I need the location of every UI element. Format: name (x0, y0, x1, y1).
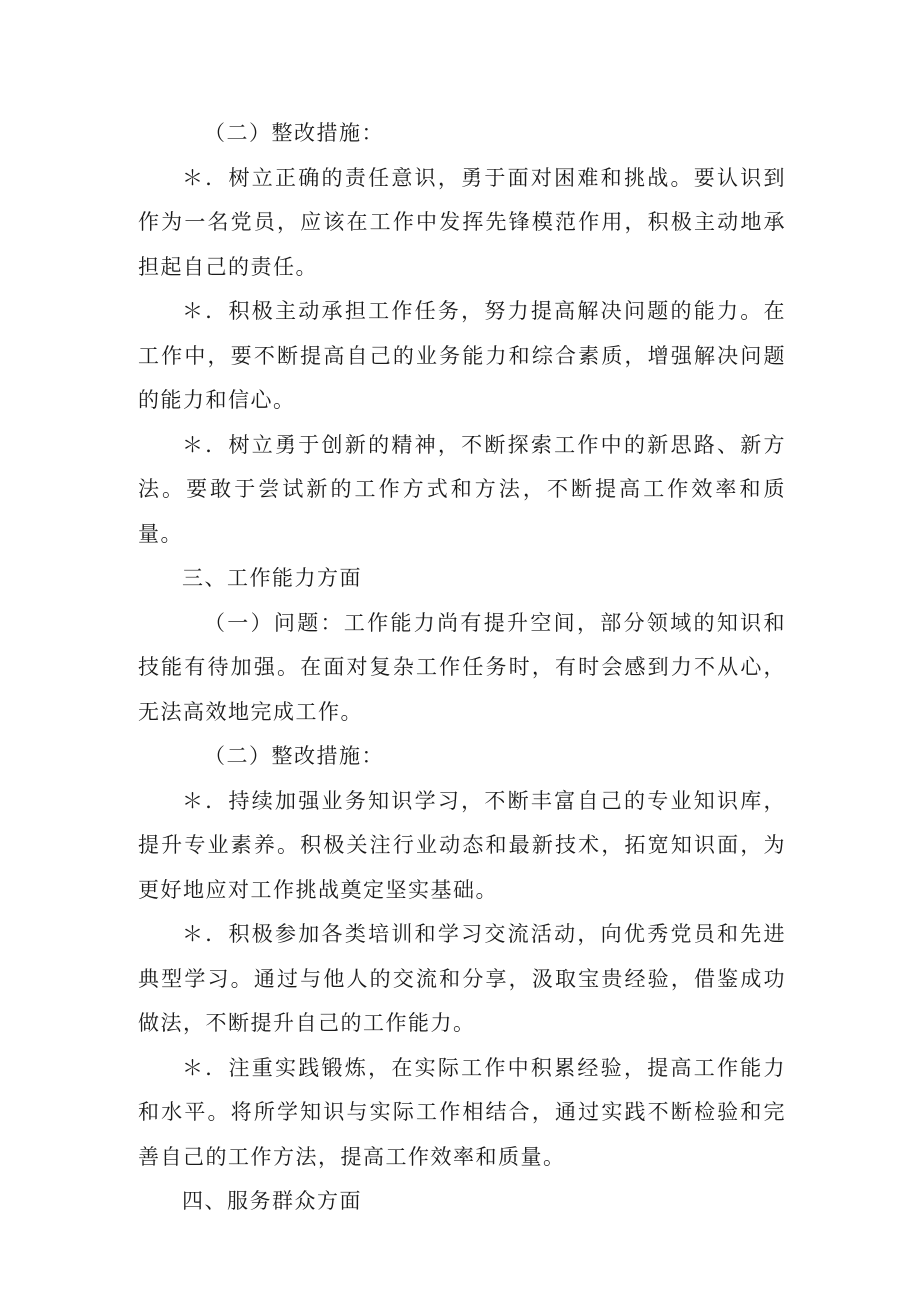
document-body (138, 111, 786, 1224)
measure-paragraph: ＊．积极主动承担工作任务，努力提高解决问题的能力。在工作中，要不断提高自己的业务能力和综合素质，增强解决问题的能力和信心。 (138, 299, 786, 412)
section-subheading-measures: （二）整改措施： (204, 121, 384, 145)
problem-paragraph: （一）问题：工作能力尚有提升空间，部分领域的知识和技能有待加强。在面对复杂工作任务时，有时会感到力不从心，无法高效地完成工作。 (138, 610, 786, 724)
measure-paragraph: ＊．树立正确的责任意识，勇于面对困难和挑战。要认识到作为一名党员，应该在工作中发挥先锋模范作用，积极主动地承担起自己的责任。 (138, 165, 786, 279)
section-subheading-measures: （二）整改措施： (204, 744, 384, 768)
measure-paragraph: ＊．注重实践锻炼，在实际工作中积累经验，提高工作能力和水平。将所学知识与实际工作相结合，通过实践不断检验和完善自己的工作方法，提高工作效率和质量。 (138, 1055, 786, 1169)
measure-paragraph: ＊．树立勇于创新的精神，不断探索工作中的新思路、新方法。要敢于尝试新的工作方式和方法，不断提高工作效率和质量。 (138, 432, 786, 546)
measure-paragraph: ＊．持续加强业务知识学习，不断丰富自己的专业知识库，提升专业素养。积极关注行业动态和最新技术，拓宽知识面，为更好地应对工作挑战奠定坚实基础。 (138, 788, 786, 902)
section-heading-serving-masses: 四、服务群众方面 (182, 1189, 362, 1213)
measure-paragraph: ＊．积极参加各类培训和学习交流活动，向优秀党员和先进典型学习。通过与他人的交流和分享，汲取宝贵经验，借鉴成功做法，不断提升自己的工作能力。 (138, 922, 786, 1035)
section-heading-work-ability: 三、工作能力方面 (182, 566, 362, 590)
